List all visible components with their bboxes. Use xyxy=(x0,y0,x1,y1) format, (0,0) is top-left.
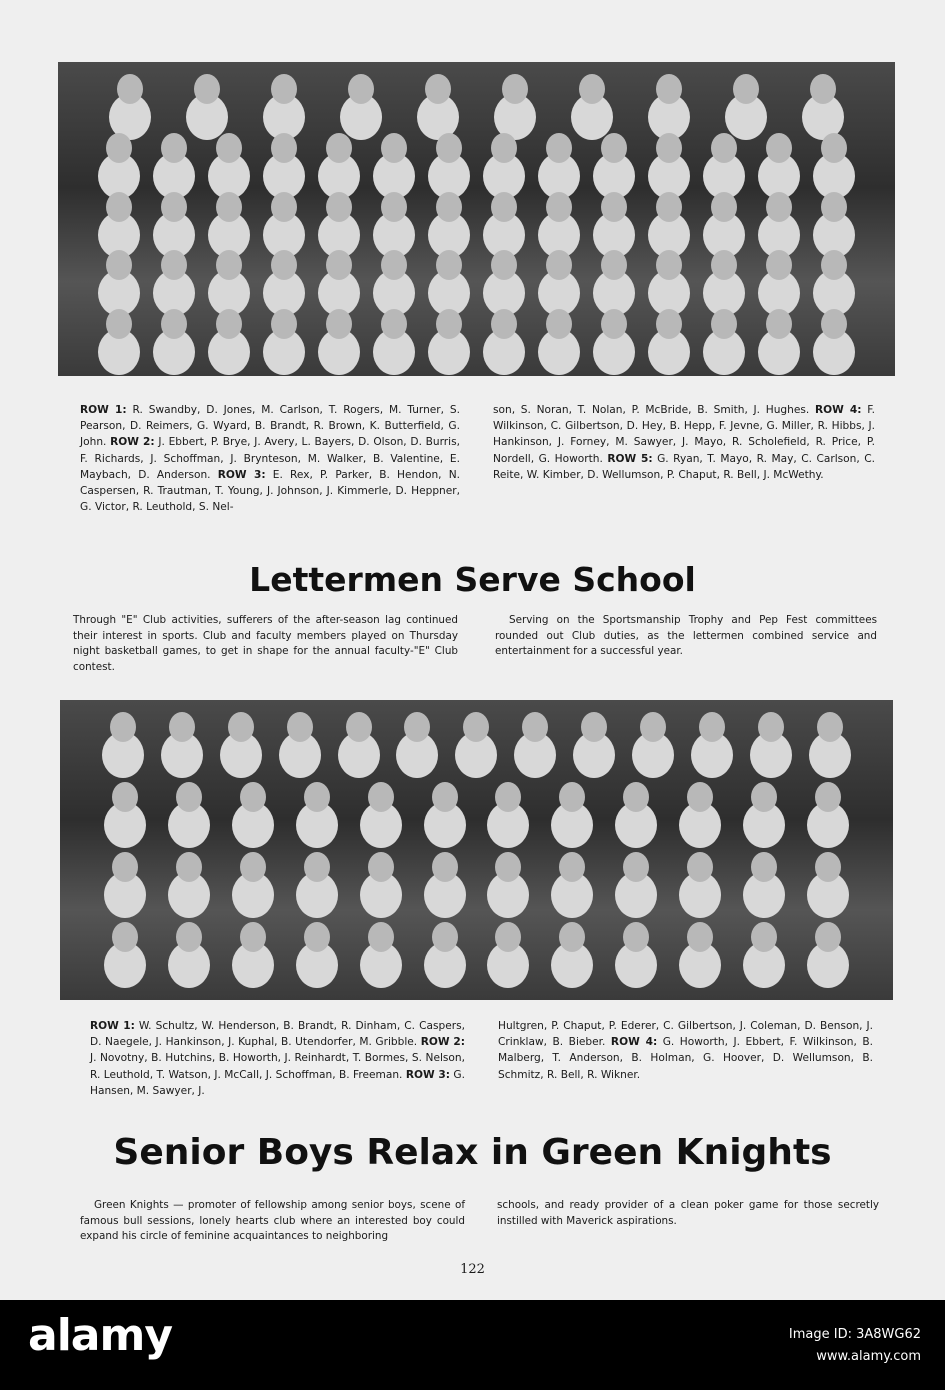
section2-para-left: Green Knights — promoter of fellowship among senior boys, scene of famous bull sessions, lonely hearts club where an interested boy could expand his circle of feminine acquaintances to neighboring xyxy=(80,1199,465,1242)
person-figure xyxy=(194,74,220,104)
person-figure xyxy=(766,192,792,222)
person-figure xyxy=(368,922,394,952)
person-figure xyxy=(766,309,792,339)
page-number: 122 xyxy=(460,1262,485,1277)
person-figure xyxy=(176,782,202,812)
person-figure xyxy=(432,782,458,812)
person-figure xyxy=(326,133,352,163)
person-figure xyxy=(821,309,847,339)
person-figure xyxy=(656,309,682,339)
row-names: W. Schultz, W. Henderson, B. Brandt, R. Dinham, C. Caspers, D. Naegele, J. Hankinson, J. Kuphal, B. Utendorfer, M. Gribble. xyxy=(90,1020,465,1049)
row-names: G. Hansen, M. Sawyer, J. xyxy=(90,1068,465,1097)
person-figure xyxy=(326,309,352,339)
person-figure xyxy=(432,922,458,952)
person-figure xyxy=(821,192,847,222)
person-figure xyxy=(491,133,517,163)
row-label: ROW 3: xyxy=(405,1068,451,1081)
photo-row xyxy=(91,309,861,339)
person-figure xyxy=(304,782,330,812)
photo2-caption-left xyxy=(90,1018,465,1099)
person-figure xyxy=(758,712,784,742)
watermark-footer xyxy=(0,1300,945,1390)
person-figure xyxy=(815,852,841,882)
person-figure xyxy=(216,133,242,163)
person-figure xyxy=(216,309,242,339)
person-figure xyxy=(815,922,841,952)
person-figure xyxy=(326,192,352,222)
person-figure xyxy=(106,309,132,339)
person-figure xyxy=(117,74,143,104)
person-figure xyxy=(368,782,394,812)
photo-row xyxy=(91,133,861,163)
section1-title: Lettermen Serve School xyxy=(249,560,696,599)
person-figure xyxy=(495,852,521,882)
person-figure xyxy=(711,192,737,222)
person-figure xyxy=(216,192,242,222)
photo-row xyxy=(91,192,861,222)
photo-row xyxy=(93,852,859,882)
photo1-caption-left xyxy=(80,402,460,515)
person-figure xyxy=(546,133,572,163)
image-info xyxy=(789,1324,921,1368)
person-figure xyxy=(240,922,266,952)
person-figure xyxy=(687,782,713,812)
person-figure xyxy=(228,712,254,742)
person-figure xyxy=(751,852,777,882)
person-figure xyxy=(815,782,841,812)
person-figure xyxy=(711,250,737,280)
person-figure xyxy=(161,133,187,163)
row-names: G. Ryan, T. Mayo, R. May, C. Carlson, C. Reite, W. Kimber, D. Wellumson, P. Chaput, R. Bell, J. McWethy. xyxy=(493,452,876,481)
person-figure xyxy=(817,712,843,742)
person-figure xyxy=(432,852,458,882)
person-figure xyxy=(348,74,374,104)
person-figure xyxy=(436,133,462,163)
person-figure xyxy=(623,782,649,812)
photo-row xyxy=(93,712,859,742)
section2-para-right: schools, and ready provider of a clean poker game for those secretly instilled with Maverick aspirations. xyxy=(497,1199,879,1227)
person-figure xyxy=(656,250,682,280)
person-figure xyxy=(699,712,725,742)
person-figure xyxy=(436,192,462,222)
person-figure xyxy=(623,852,649,882)
row-names: J. Ebbert, P. Brye, J. Avery, L. Bayers, D. Olson, D. Burris, F. Richards, J. Schoffman, J. Brynteson, M. Walker, B. Valentine, E. Maybach, D. Anderson. xyxy=(80,436,460,481)
person-figure xyxy=(112,852,138,882)
person-figure xyxy=(495,922,521,952)
row-label: ROW 4: xyxy=(610,1036,658,1049)
person-figure xyxy=(271,192,297,222)
person-figure xyxy=(491,250,517,280)
person-figure xyxy=(436,250,462,280)
person-figure xyxy=(766,250,792,280)
section2-title: Senior Boys Relax in Green Knights xyxy=(113,1132,832,1173)
person-figure xyxy=(640,712,666,742)
photo-row xyxy=(93,782,859,812)
row-names: Hultgren, P. Chaput, P. Ederer, C. Gilbertson, J. Coleman, D. Benson, J. Crinklaw, B. Bieber. xyxy=(498,1020,873,1049)
person-figure xyxy=(381,133,407,163)
photo-row xyxy=(91,74,861,104)
person-figure xyxy=(161,192,187,222)
row-names: F. Wilkinson, C. Gilbertson, D. Hey, B. Hepp, F. Jevne, G. Miller, R. Hibbs, J. Hankinson, J. Forney, M. Sawyer, J. Mayo, R. Scholefield, R. Price, P. Nordell, G. Howorth. xyxy=(493,404,875,465)
person-figure xyxy=(546,192,572,222)
person-figure xyxy=(346,712,372,742)
row-names: G. Howorth, J. Ebbert, F. Wilkinson, B. Malberg, T. Anderson, B. Holman, G. Hoover, D. Wellumson, B. Schmitz, R. Bell, R. Wikner. xyxy=(498,1036,873,1081)
person-figure xyxy=(601,309,627,339)
person-figure xyxy=(766,133,792,163)
person-figure xyxy=(656,133,682,163)
row-names: E. Rex, P. Parker, B. Hendon, N. Caspersen, R. Trautman, T. Young, J. Johnson, J. Kimmerle, D. Heppner, G. Victor, R. Leuthold, S. Nel- xyxy=(80,468,460,514)
person-figure xyxy=(436,309,462,339)
person-figure xyxy=(240,782,266,812)
person-figure xyxy=(579,74,605,104)
person-figure xyxy=(176,852,202,882)
person-figure xyxy=(711,133,737,163)
person-figure xyxy=(623,922,649,952)
person-figure xyxy=(821,133,847,163)
person-figure xyxy=(522,712,548,742)
photo-row xyxy=(91,250,861,280)
person-figure xyxy=(821,250,847,280)
row-label: ROW 1: xyxy=(90,1020,135,1032)
person-figure xyxy=(687,852,713,882)
person-figure xyxy=(240,852,266,882)
person-figure xyxy=(733,74,759,104)
person-figure xyxy=(287,712,313,742)
row-names: son, S. Noran, T. Nolan, P. McBride, B. Smith, J. Hughes. xyxy=(493,404,815,416)
alamy-url[interactable]: www.alamy.com xyxy=(816,1349,921,1364)
person-figure xyxy=(106,250,132,280)
person-figure xyxy=(491,192,517,222)
section1-para-left: Through "E" Club activities, sufferers of the after-season lag continued their interest in sports. Club and faculty members played on Thursday night basketball games, to get in shape for the annual faculty-"E" Club contest. xyxy=(73,614,458,673)
person-figure xyxy=(711,309,737,339)
person-figure xyxy=(271,74,297,104)
person-figure xyxy=(687,922,713,952)
person-figure xyxy=(502,74,528,104)
person-figure xyxy=(581,712,607,742)
person-figure xyxy=(304,922,330,952)
image-id: Image ID: 3A8WG62 xyxy=(788,1327,921,1342)
person-figure xyxy=(271,309,297,339)
row-names: J. Novotny, B. Hutchins, B. Howorth, J. Reinhardt, T. Bormes, S. Nelson, R. Leuthold, T. Watson, J. McCall, J. Schoffman, B. Freeman. xyxy=(90,1052,465,1081)
person-figure xyxy=(271,133,297,163)
person-figure xyxy=(751,782,777,812)
row-label: ROW 2: xyxy=(110,436,155,449)
person-figure xyxy=(176,922,202,952)
lettermen-group-photo xyxy=(58,62,895,376)
person-figure xyxy=(161,250,187,280)
person-figure xyxy=(463,712,489,742)
person-figure xyxy=(559,782,585,812)
row-label: ROW 3: xyxy=(217,468,266,481)
person-figure xyxy=(425,74,451,104)
row-label: ROW 5: xyxy=(607,452,653,465)
person-figure xyxy=(106,133,132,163)
person-figure xyxy=(169,712,195,742)
person-figure xyxy=(559,852,585,882)
row-names: R. Swandby, D. Jones, M. Carlson, T. Rogers, M. Turner, S. Pearson, D. Reimers, G. Wyard, B. Brandt, R. Brown, K. Butterfield, G. John. xyxy=(80,404,460,449)
person-figure xyxy=(112,782,138,812)
row-label: ROW 4: xyxy=(815,404,862,416)
section1-para-right: Serving on the Sportsmanship Trophy and Pep Fest committees rounded out Club duties, as the lettermen combined service and entertainment for a successful year. xyxy=(495,614,877,657)
person-figure xyxy=(495,782,521,812)
person-figure xyxy=(601,250,627,280)
person-figure xyxy=(368,852,394,882)
person-figure xyxy=(656,192,682,222)
person-figure xyxy=(546,309,572,339)
person-figure xyxy=(381,309,407,339)
person-figure xyxy=(601,192,627,222)
person-figure xyxy=(491,309,517,339)
photo1-caption-right xyxy=(493,402,875,483)
person-figure xyxy=(381,250,407,280)
person-figure xyxy=(381,192,407,222)
person-figure xyxy=(106,192,132,222)
person-figure xyxy=(271,250,297,280)
person-figure xyxy=(110,712,136,742)
row-label: ROW 2: xyxy=(420,1036,465,1049)
person-figure xyxy=(304,852,330,882)
person-figure xyxy=(112,922,138,952)
person-figure xyxy=(326,250,352,280)
person-figure xyxy=(559,922,585,952)
alamy-logo: alamy xyxy=(28,1310,172,1361)
person-figure xyxy=(546,250,572,280)
person-figure xyxy=(404,712,430,742)
person-figure xyxy=(810,74,836,104)
person-figure xyxy=(656,74,682,104)
photo2-caption-right xyxy=(498,1018,873,1083)
person-figure xyxy=(216,250,242,280)
green-knights-group-photo xyxy=(60,700,893,1000)
person-figure xyxy=(161,309,187,339)
row-label: ROW 1: xyxy=(80,404,127,416)
photo-row xyxy=(93,922,859,952)
person-figure xyxy=(751,922,777,952)
person-figure xyxy=(601,133,627,163)
